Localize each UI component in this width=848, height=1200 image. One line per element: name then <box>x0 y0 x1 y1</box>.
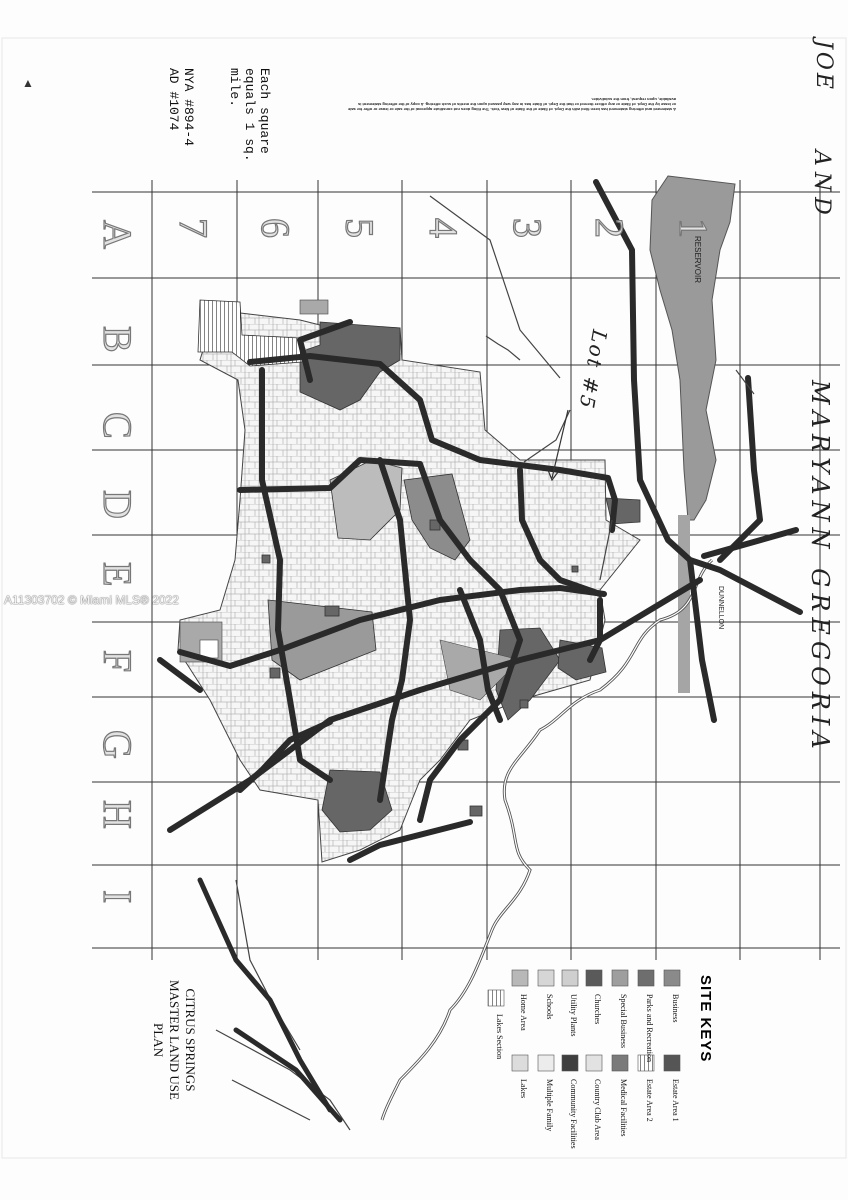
filing-notice: A statement and offering statement has been filed with the Dept. of State of the State of New York. The filing does not constitute approval of the sale or lease or offer for sale or lease by the Dept. of State or any officer thereof or that the Dept. of State has in any way passed upon the merits of such offering. A copy of the offering statement is available, upon request, from the subdivider. <box>348 97 676 112</box>
site-keys-title: SITE KEYS <box>697 975 714 1063</box>
handwritten-owner-first: JOE <box>811 40 836 92</box>
legend-label: Lakes <box>519 1079 528 1099</box>
legend-label: Multiple Family <box>545 1079 554 1132</box>
map-title <box>150 940 198 1140</box>
legend-label: Estate Area 1 <box>671 1079 680 1122</box>
grid-column-label: C <box>95 412 140 439</box>
title-line-3: PLAN <box>151 1023 166 1057</box>
registration-line-2: AD #1074 <box>166 68 181 131</box>
legend-label: Community Facilities <box>569 1079 578 1149</box>
legend-label: Country Club Area <box>593 1079 602 1140</box>
grid-column-label: F <box>95 650 140 673</box>
legend-label: Lakes Section <box>495 1014 504 1060</box>
grid-row-label: 1 <box>671 218 716 238</box>
grid-column-label: A <box>95 220 140 249</box>
grid-row-label: 7 <box>171 218 216 238</box>
scale-line-2: equals 1 sq. <box>242 68 257 162</box>
handwritten-owner-name: MARYANN GREGORIA <box>806 380 834 755</box>
dunnellon-label: DUNNELLON <box>717 586 724 630</box>
reservoir-label: RESERVOIR <box>693 236 702 283</box>
grid-column-label: I <box>95 890 140 904</box>
grid-column-label: H <box>95 800 140 829</box>
registration-line-1: NYA #894-4 <box>181 68 196 147</box>
grid-row-label: 2 <box>587 218 632 238</box>
legend-label: Estate Area 2 <box>645 1079 654 1122</box>
legend-label: Schools <box>545 994 554 1020</box>
handwritten-owner-and: AND <box>809 150 834 221</box>
lot-arrow <box>552 410 568 478</box>
scale-line-3: mile. <box>227 68 242 108</box>
grid-row-label: 4 <box>421 218 466 238</box>
grid-column-label: B <box>95 326 140 353</box>
grid-column-label: E <box>95 562 140 587</box>
legend-label: Business <box>671 994 680 1023</box>
legend-label: Medical Facilities <box>619 1079 628 1137</box>
grid-row-label: 5 <box>337 218 382 238</box>
legend-label: Utility Plants <box>569 994 578 1037</box>
title-line-1: CITRUS SPRINGS <box>183 988 198 1092</box>
handwritten-lot-label: Lot #5 <box>574 327 612 412</box>
scale-line-1: Each square <box>257 68 272 154</box>
legend-label: Churches <box>593 994 602 1025</box>
grid-column-label: D <box>95 490 140 519</box>
legend-label: Home Area <box>519 994 528 1031</box>
mls-watermark: A11303702 © Miami MLS® 2022 <box>4 593 179 607</box>
corner-mark-icon: ▲ <box>22 76 34 90</box>
grid-row-label: 6 <box>253 218 298 238</box>
legend-label: Special Business <box>619 994 628 1048</box>
grid-column-label: G <box>95 730 140 759</box>
title-line-2: MASTER LAND USE <box>167 980 182 1100</box>
legend-label: Parks and Recreation <box>645 994 654 1062</box>
grid-row-label: 3 <box>505 218 550 238</box>
